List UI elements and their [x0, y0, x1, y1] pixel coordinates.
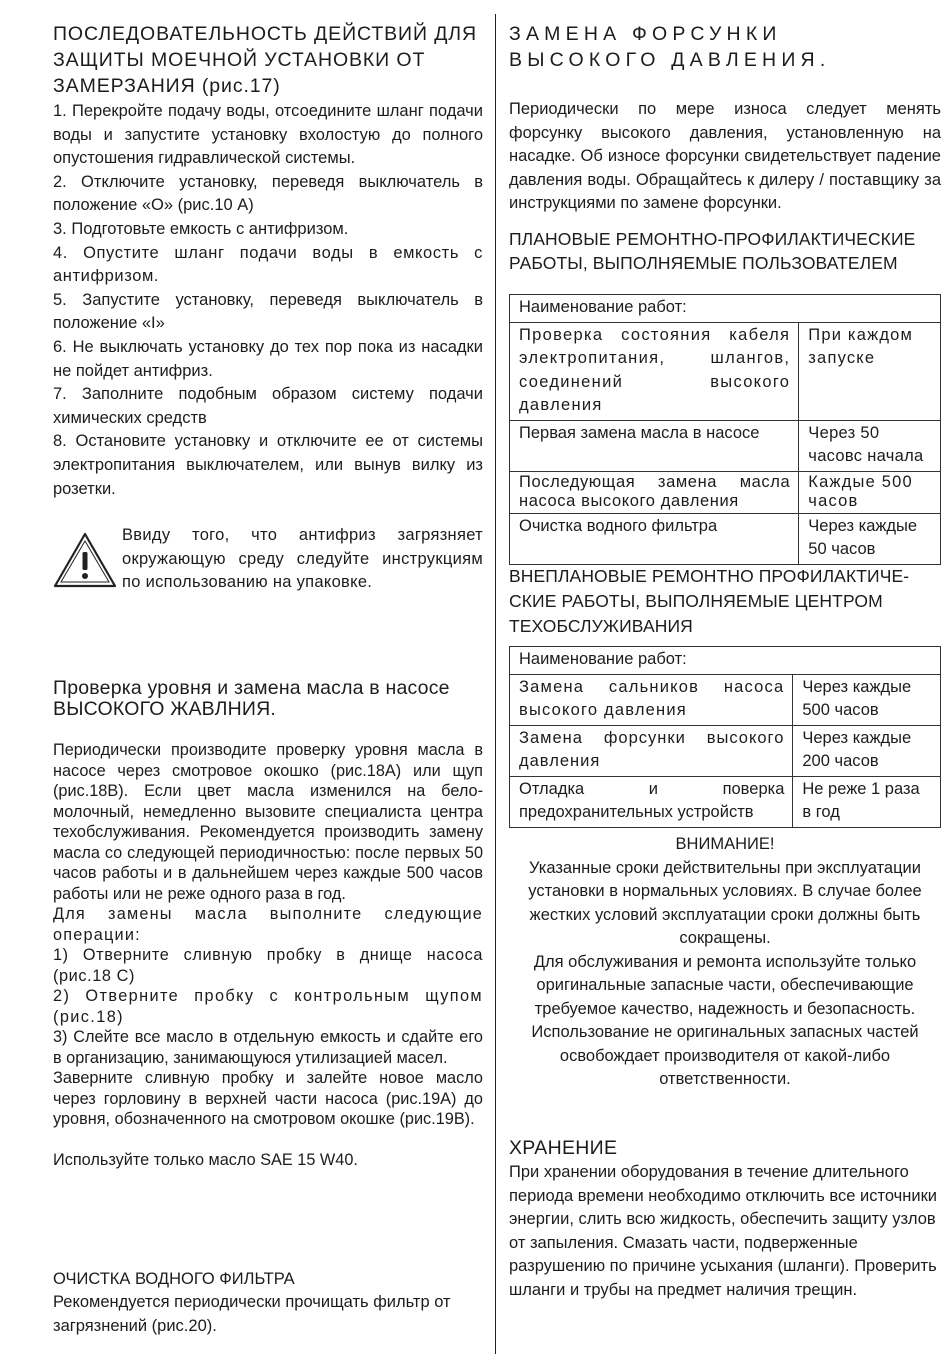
- table-cell-period: Через каждые 500 часов: [793, 674, 941, 725]
- antifreeze-step: 7. Заполните подобным образом систему подачи химических средств: [53, 385, 483, 427]
- table-cell-work: Замена форсунки высокого давления: [510, 725, 793, 776]
- table-row: [510, 471, 941, 513]
- table-header: Наименование работ:: [510, 647, 941, 675]
- table-cell-work: Последующая замена масла насоса высокого давления: [510, 471, 799, 513]
- table-row: [510, 420, 941, 471]
- antifreeze-steps: [53, 100, 483, 501]
- oil-paragraph: 2) Отверните пробку с контрольным щупом (рис.18): [53, 987, 483, 1026]
- oil-paragraph: 3) Слейте все масло в отдельную емкость и сдайте его в организацию, занимающуюся утилизацией масел.: [53, 1028, 483, 1067]
- table-cell-period: Каждые 500 часов: [799, 471, 941, 513]
- table-row: [510, 776, 941, 827]
- oil-section-title: [53, 678, 483, 720]
- antifreeze-step: 5. Запустите установку, переведя выключатель в положение «I»: [53, 290, 483, 333]
- filter-title: ОЧИСТКА ВОДНОГО ФИЛЬТРА: [53, 1270, 295, 1288]
- oil-section-body: [53, 740, 483, 1170]
- antifreeze-step: 1. Перекройте подачу воды, отсоедините шланг подачи воды и запустите установку вхолостую до полного опустошения гидравлической системы.: [53, 102, 483, 168]
- planned-title: ПЛАНОВЫЕ РЕМОНТНО-ПРОФИЛАКТИЧЕСКИЕ РАБОТЫ, ВЫПОЛНЯЕМЫЕ ПОЛЬЗОВАТЕЛЕМ: [509, 229, 916, 273]
- table-header: Наименование работ:: [510, 295, 941, 323]
- warning-triangle-icon: [53, 532, 117, 588]
- attention-line: Для обслуживания и ремонта используйте только оригинальные запасные части, обеспечивающие требуемое качество, надежность и безопасность.: [533, 952, 917, 1018]
- column-divider: [495, 14, 496, 1354]
- table-row: [510, 725, 941, 776]
- unplanned-table: [509, 646, 941, 828]
- antifreeze-step: 4. Опустите шланг подачи воды в емкость с антифризом.: [53, 243, 483, 286]
- attention-title: ВНИМАНИЕ!: [675, 835, 775, 853]
- filter-body: Рекомендуется периодически прочищать фильтр от загрязнений (рис.20).: [53, 1293, 451, 1335]
- table-cell-work: Отладка и поверка предохранительных устройств: [510, 776, 793, 827]
- antifreeze-step: 8. Остановите установку и отключите ее от системы электропитания выключателем, или вынув вилку из розетки.: [53, 432, 483, 498]
- attention-line: Указанные сроки действительны при эксплуатации установки в нормальных условиях. В случае более жестких условий эксплуатации сроки должны быть сокращены.: [528, 858, 922, 947]
- table-cell-period: Не реже 1 раза в год: [793, 776, 941, 827]
- oil-title-line2: ВЫСОКОГО ЖАВЛНИЯ.: [53, 698, 277, 720]
- attention-line: Использование не оригинальных запасных частей освобождает производителя от какой-либо ответственности.: [531, 1023, 919, 1088]
- table-cell-work: Очистка водного фильтра: [510, 513, 799, 564]
- antifreeze-step: 2. Отключите установку, переведя выключатель в положение «О» (рис.10 А): [53, 172, 483, 215]
- attention-block: [509, 833, 941, 1092]
- oil-paragraph: Периодически производите проверку уровня масла в насосе через смотровое окошко (рис.18А) или щуп (рис.18В). Если цвет масла изменился на бело-молочный, немедленно вызовите специалиста центра техобслуживания. Рекомендуется производить замену масла со следующей периодичностью: после первых 50 часов работы и в дальнейшем через каждые 500 часов работы или не реже одного раза в год.: [53, 741, 483, 903]
- table-header-row: [510, 647, 941, 675]
- table-row: [510, 322, 941, 420]
- warning-text: Ввиду того, что антифриз загрязняет окружающую среду следуйте инструкциям по использованию на упаковке.: [122, 526, 483, 592]
- unplanned-title: ВНЕПЛАНОВЫЕ РЕМОНТНО ПРОФИЛАКТИЧЕ-СКИЕ РАБОТЫ, ВЫПОЛНЯЕМЫЕ ЦЕНТРОМ ТЕХОБСЛУЖИВАНИЯ: [509, 566, 910, 636]
- table-row: [510, 513, 941, 564]
- antifreeze-step: 3. Подготовьте емкость с антифризом.: [53, 219, 349, 238]
- storage-body: При хранении оборудования в течение длительного периода времени необходимо отключить все источники энергии, слить всю жидкость, обеспечить защиту узлов от запыления. Смазать части, подверженные разрушению по причине усыхания (шланги). Проверить шланги и трубы на предмет наличия трещин.: [509, 1163, 938, 1299]
- oil-title-line1: Проверка уровня и замена масла в насосе: [53, 677, 450, 699]
- antifreeze-title: ПОСЛЕДОВАТЕЛЬНОСТЬ ДЕЙСТВИЙ ДЛЯ ЗАЩИТЫ МОЕЧНОЙ УСТАНОВКИ ОТ ЗАМЕРЗАНИЯ (рис.17): [53, 23, 477, 97]
- table-cell-period: Через каждые 50 часов: [799, 513, 941, 564]
- storage-title: ХРАНЕНИЕ: [509, 1137, 618, 1159]
- antifreeze-warning: [53, 524, 483, 594]
- nozzle-title: ЗАМЕНА ФОРСУНКИ ВЫСОКОГО ДАВЛЕНИЯ.: [509, 23, 831, 71]
- oil-note: Используйте только масло SAE 15 W40.: [53, 1150, 358, 1169]
- oil-paragraph: Заверните сливную пробку и залейте новое масло через горловину в верхней части насоса (рис.19А) до уровня, обозначенного на смотровом окошке (рис.19В).: [53, 1069, 483, 1128]
- oil-paragraph: 1) Отверните сливную пробку в днище насоса (рис.18 С): [53, 946, 483, 985]
- antifreeze-step: 6. Не выключать установку до тех пор пока из насадки не пойдет антифриз.: [53, 337, 483, 380]
- table-cell-period: При каждом запуске: [799, 322, 941, 420]
- table-cell-period: Через 50 часовс начала: [799, 420, 941, 471]
- table-header-row: [510, 295, 941, 323]
- filter-body-wrap: [53, 1291, 483, 1338]
- table-cell-work: Первая замена масла в насосе: [510, 420, 799, 471]
- oil-paragraph: Для замены масла выполните следующие операции:: [53, 905, 483, 944]
- storage-body-wrap: [509, 1161, 941, 1302]
- table-cell-work: Замена сальников насоса высокого давления: [510, 674, 793, 725]
- table-cell-work: Проверка состояния кабеля электропитания, шлангов, соединений высокого давления: [510, 322, 799, 420]
- table-row: [510, 674, 941, 725]
- planned-table: [509, 294, 941, 565]
- nozzle-body: Периодически по мере износа следует менять форсунку высокого давления, установленную на насадке. Об износе форсунки свидетельствует падение давления воды. Обращайтесь к дилеру / поставщику за инструкциями по замене форсунки.: [509, 100, 941, 213]
- table-cell-period: Через каждые 200 часов: [793, 725, 941, 776]
